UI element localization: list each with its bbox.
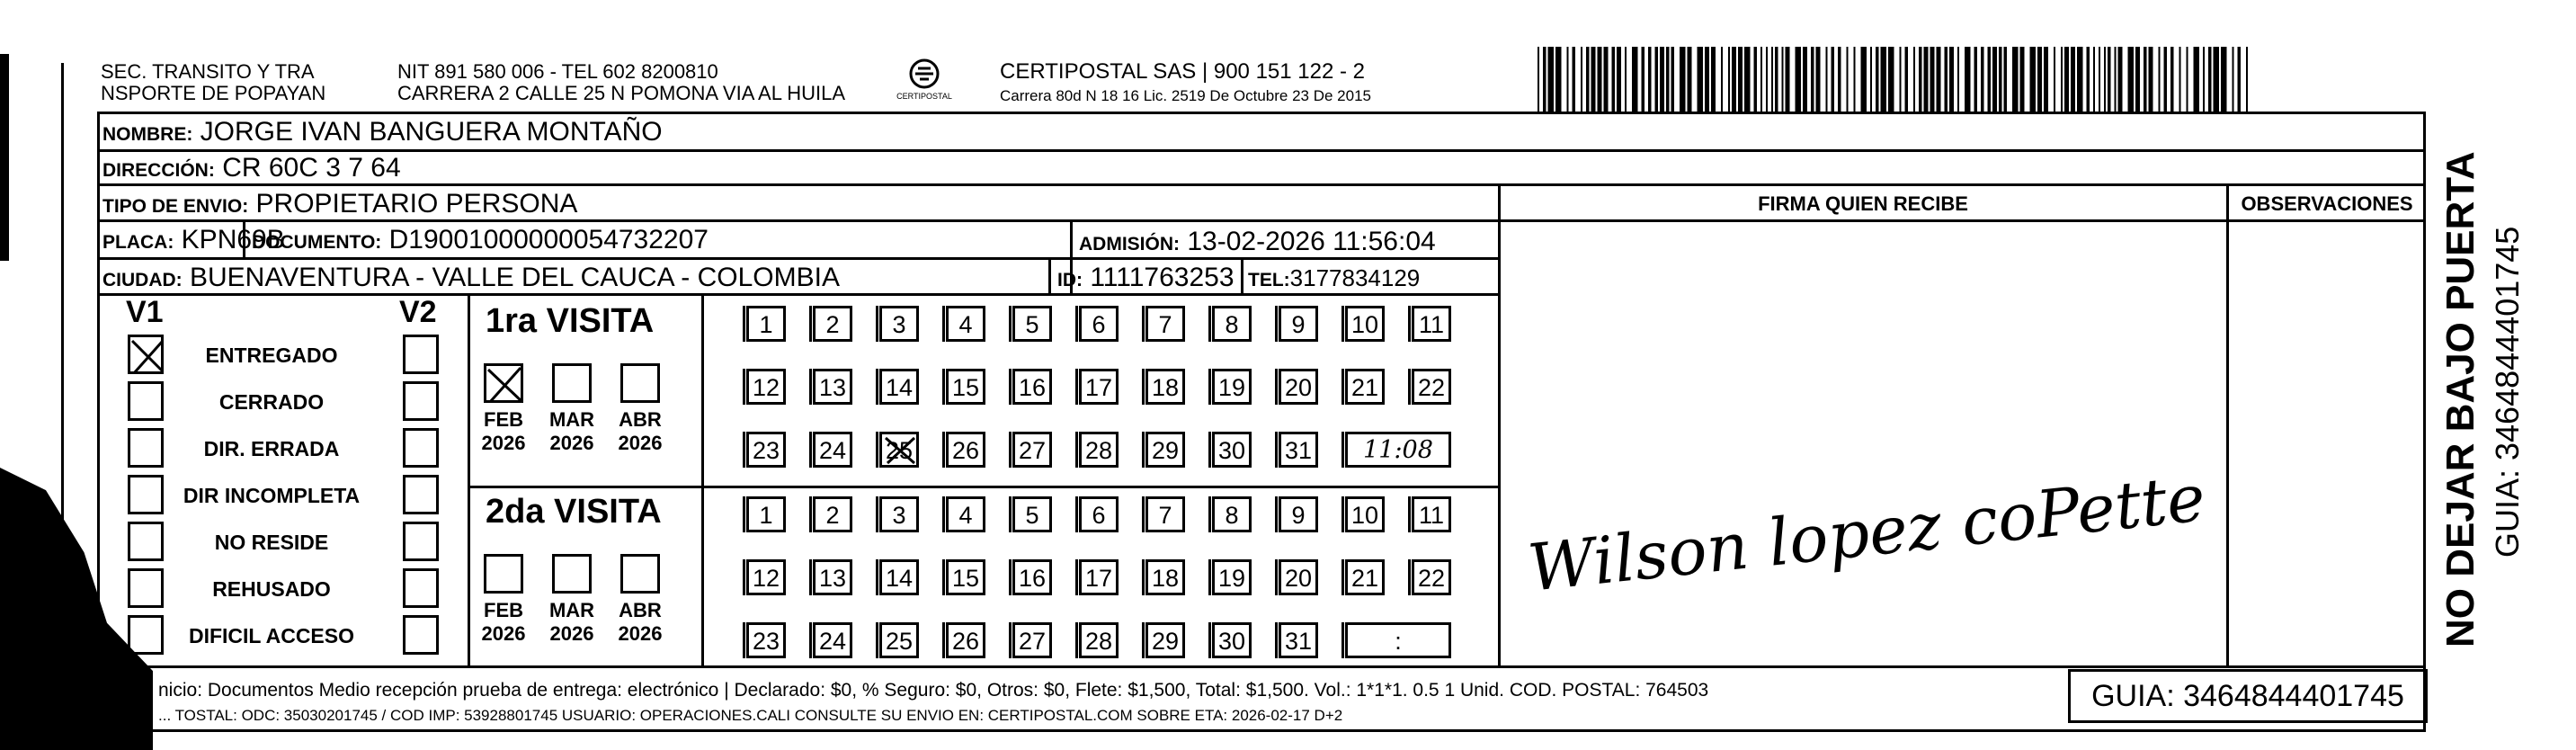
rule [1048, 257, 1051, 293]
status-option: DIFICIL ACCESO [188, 624, 354, 647]
visit2-day-box[interactable]: 10 [1345, 496, 1385, 532]
visit2-day-box[interactable]: 30 [1212, 622, 1252, 658]
visit1-month-year: 2026 [618, 432, 663, 454]
recipient-signature: Wilson lopez coPette [1524, 460, 2209, 606]
nombre-label: NOMBRE: [103, 124, 193, 145]
visit2-month-name: ABR [619, 599, 662, 621]
visit2-day-box[interactable]: 22 [1412, 559, 1451, 595]
visit1-day-box[interactable]: 19 [1212, 369, 1252, 405]
rule [1498, 183, 1501, 667]
visit1-day-box[interactable]: 20 [1279, 369, 1318, 405]
documento-value: D19001000000054732207 [388, 225, 709, 254]
nombre-row [103, 117, 663, 147]
visit1-day-box[interactable]: 13 [813, 369, 852, 405]
visit1-month-label [477, 408, 530, 455]
visit2-day-box[interactable]: 3 [879, 496, 919, 532]
visit2-day-box[interactable]: 7 [1145, 496, 1185, 532]
visit2-day-box[interactable]: 21 [1345, 559, 1385, 595]
visit2-day-box[interactable]: 19 [1212, 559, 1252, 595]
tipo-label: TIPO DE ENVIO: [103, 196, 249, 217]
visit2-day-box[interactable]: 29 [1145, 622, 1185, 658]
v2-checkbox[interactable] [403, 615, 439, 655]
admision-value: 13-02-2026 11:56:04 [1187, 227, 1436, 256]
status-option: ENTREGADO [205, 344, 338, 367]
direccion-label: DIRECCIÓN: [103, 160, 215, 181]
visit1-month-name: MAR [548, 408, 595, 431]
visit1-month-label [613, 408, 667, 455]
visit1-day-box[interactable]: 7 [1145, 306, 1185, 342]
direccion-value: CR 60C 3 7 64 [222, 153, 401, 183]
visit2-day-box[interactable]: 14 [879, 559, 919, 595]
visit1-day-box[interactable]: 15 [946, 369, 985, 405]
visit2-day-box[interactable]: 28 [1079, 622, 1119, 658]
v1-label: V1 [126, 295, 164, 329]
left-border-line [61, 63, 64, 710]
visit2-day-box[interactable]: 5 [1012, 496, 1052, 532]
visit2-month-name: FEB [484, 599, 523, 621]
visit1-day-box[interactable]: 24 [813, 432, 852, 468]
visit1-day-box[interactable]: 5 [1012, 306, 1052, 342]
visit1-day-box[interactable]: 8 [1212, 306, 1252, 342]
v1-checkbox[interactable] [128, 428, 164, 468]
tipo-row [103, 189, 577, 219]
v1-checkbox[interactable] [128, 335, 164, 374]
visit2-day-box[interactable]: 26 [946, 622, 985, 658]
v2-checkbox[interactable] [403, 522, 439, 561]
barcode [1538, 47, 2257, 112]
v2-checkbox[interactable] [403, 568, 439, 608]
visit2-day-box[interactable]: 4 [946, 496, 985, 532]
visit1-month-year: 2026 [549, 432, 594, 454]
carrier-name: CERTIPOSTAL SAS | 900 151 122 - 2 [1000, 59, 1365, 84]
visit1-month-checkbox[interactable] [484, 363, 523, 403]
visit2-day-box[interactable]: 25 [879, 622, 919, 658]
visit2-title: 2da VISITA [486, 493, 662, 531]
placa-label: PLACA: [103, 232, 174, 253]
visit2-month-label [613, 599, 667, 646]
nombre-value: JORGE IVAN BANGUERA MONTAÑO [200, 117, 663, 147]
observaciones-label: OBSERVACIONES [2241, 192, 2413, 215]
visit1-month-name: FEB [484, 408, 523, 431]
visit2-day-box[interactable]: 9 [1279, 496, 1318, 532]
sender-contact [397, 61, 845, 104]
visit1-day-box[interactable]: 29 [1145, 432, 1185, 468]
visit1-day-box[interactable]: 27 [1012, 432, 1052, 468]
nit-line: NIT 891 580 006 - TEL 602 8200810 [397, 60, 718, 83]
visit2-day-box[interactable]: 12 [746, 559, 786, 595]
visit1-day-box[interactable]: 12 [746, 369, 786, 405]
footer-line-2: ... TOSTAL: ODC: 35030201745 / COD IMP: 53928801745 USUARIO: OPERACIONES.CALI CONSULTE SU ENVIO EN: CERTIPOSTAL.COM SOBRE ETA: 2026-02-17 D+2 [158, 707, 1343, 724]
visit1-day-box[interactable]: 6 [1079, 306, 1119, 342]
visit1-day-box[interactable]: 3 [879, 306, 919, 342]
visit1-day-box[interactable]: 17 [1079, 369, 1119, 405]
visit2-day-box[interactable]: 8 [1212, 496, 1252, 532]
visit2-day-box[interactable]: 31 [1279, 622, 1318, 658]
visit2-day-box[interactable]: 18 [1145, 559, 1185, 595]
rule [1241, 257, 1243, 293]
torn-edge-top [0, 54, 9, 261]
address-line: CARRERA 2 CALLE 25 N POMONA VIA AL HUILA [397, 82, 846, 104]
v2-label: V2 [399, 295, 437, 329]
guia-box: GUIA: 3464844401745 [2068, 669, 2428, 723]
tel-row [1248, 264, 1420, 292]
visit1-day-box[interactable]: 16 [1012, 369, 1052, 405]
logo-text: CERTIPOSTAL [896, 92, 952, 101]
visit1-month-year: 2026 [481, 432, 526, 454]
visit2-month-checkbox[interactable] [552, 554, 592, 594]
visit2-day-box[interactable]: 11 [1412, 496, 1451, 532]
status-option: CERRADO [218, 390, 325, 414]
visit1-day-box[interactable]: 9 [1279, 306, 1318, 342]
visit1-day-box[interactable]: 21 [1345, 369, 1385, 405]
visit1-month-label [545, 408, 599, 455]
tipo-value: PROPIETARIO PERSONA [255, 189, 578, 219]
v2-checkbox[interactable] [403, 428, 439, 468]
visit2-month-year: 2026 [549, 622, 594, 645]
ciudad-row [103, 263, 840, 293]
v1-checkbox[interactable] [128, 568, 164, 608]
visit1-day-box[interactable]: 23 [746, 432, 786, 468]
v1-checkbox[interactable] [128, 381, 164, 421]
rule [97, 149, 2426, 152]
v1-checkbox[interactable] [128, 475, 164, 514]
tel-label: TEL: [1248, 270, 1290, 290]
visit1-day-box[interactable]: 4 [946, 306, 985, 342]
direccion-row [103, 153, 401, 183]
status-option: NO RESIDE [214, 531, 329, 554]
visit1-day-box[interactable]: 30 [1212, 432, 1252, 468]
id-row [1057, 263, 1235, 293]
carrier-address: Carrera 80d N 18 16 Lic. 2519 De Octubre 23 De 2015 [1000, 87, 1371, 104]
carrier-logo-icon [890, 56, 958, 110]
documento-row [252, 225, 709, 255]
visit2-day-box[interactable]: 6 [1079, 496, 1119, 532]
visit2-day-box[interactable]: 15 [946, 559, 985, 595]
id-value: 1111763253 [1090, 263, 1235, 292]
admision-row [1079, 227, 1436, 257]
visit1-day-box[interactable]: 18 [1145, 369, 1185, 405]
rule [97, 665, 2426, 668]
status-option: DIR. ERRADA [203, 437, 340, 460]
sender-block [101, 61, 325, 104]
v2-checkbox[interactable] [403, 475, 439, 514]
v2-checkbox[interactable] [403, 381, 439, 421]
visit1-day-box[interactable]: 22 [1412, 369, 1451, 405]
side-guia: GUIA: 3464844401745 [2489, 226, 2526, 558]
footer-line-1: nicio: Documentos Medio recepción prueba de entrega: electrónico | Declarado: $0, % Seguro: $0, Otros: $0, Flete: $1,500, Total: $1,500. Vol.: 1*1*1. 0.5 1 Unid. COD. POSTAL: 764503 [158, 680, 1709, 701]
visit1-day-box[interactable]: 28 [1079, 432, 1119, 468]
sender-line-2: NSPORTE DE POPAYAN [101, 82, 326, 104]
rule [701, 295, 704, 667]
visit2-day-box[interactable]: 2 [813, 496, 852, 532]
rule [468, 295, 470, 667]
firma-label: FIRMA QUIEN RECIBE [1758, 192, 1968, 215]
visit1-day-box[interactable]: 26 [946, 432, 985, 468]
status-option: DIR INCOMPLETA [183, 484, 361, 507]
visit2-day-box[interactable]: 27 [1012, 622, 1052, 658]
visit2-month-checkbox[interactable] [620, 554, 660, 594]
ciudad-value: BUENAVENTURA - VALLE DEL CAUCA - COLOMBIA [190, 263, 840, 292]
visit2-month-year: 2026 [481, 622, 526, 645]
status-option: REHUSADO [212, 577, 331, 601]
sender-line-1: SEC. TRANSITO Y TRA [101, 60, 315, 83]
visit1-day-checked: 25 [885, 437, 914, 464]
visit2-day-box[interactable]: 23 [746, 622, 786, 658]
visit2-month-year: 2026 [618, 622, 663, 645]
visit1-time-box[interactable]: 11:08 [1345, 432, 1451, 468]
visit1-month-checkbox[interactable] [552, 363, 592, 403]
id-label: ID: [1057, 270, 1083, 290]
v1-checkbox[interactable] [128, 522, 164, 561]
tel-value: 3177834129 [1289, 264, 1421, 291]
visit2-time-box[interactable]: : [1345, 622, 1451, 658]
rule [468, 486, 1500, 488]
ciudad-label: CIUDAD: [103, 270, 183, 290]
rule [97, 219, 2426, 222]
visit2-month-label [545, 599, 599, 646]
visit2-day-box[interactable]: 17 [1079, 559, 1119, 595]
rule [97, 183, 2426, 186]
rule [2226, 183, 2229, 667]
visit1-title: 1ra VISITA [486, 302, 655, 340]
visit1-day-box[interactable]: 11 [1412, 306, 1451, 342]
admision-label: ADMISIÓN: [1079, 234, 1180, 254]
side-no-dejar: NO DEJAR BAJO PUERTA [2438, 151, 2482, 647]
visit2-day-box[interactable]: 24 [813, 622, 852, 658]
v1-checkbox[interactable] [128, 615, 164, 655]
visit2-day-box[interactable]: 1 [746, 496, 786, 532]
rule [97, 293, 1500, 296]
visit1-day-box[interactable]: 31 [1279, 432, 1318, 468]
visit1-day-box[interactable]: 1 [746, 306, 786, 342]
placa-value: KPN69B [181, 225, 285, 254]
visit1-day-box[interactable]: 14 [879, 369, 919, 405]
visit2-month-label [477, 599, 530, 646]
visit1-day-box[interactable]: 2 [813, 306, 852, 342]
visit1-month-name: ABR [619, 408, 662, 431]
visit2-month-name: MAR [548, 599, 595, 621]
visit2-day-box[interactable]: 16 [1012, 559, 1052, 595]
visit1-day-box[interactable] [879, 432, 919, 468]
visit2-day-box[interactable]: 20 [1279, 559, 1318, 595]
visit2-day-box[interactable]: 13 [813, 559, 852, 595]
documento-label: DOCUMENTO: [252, 232, 382, 253]
visit2-month-checkbox[interactable] [484, 554, 523, 594]
carrier-logo [890, 56, 958, 110]
visit1-day-box[interactable]: 10 [1345, 306, 1385, 342]
v2-checkbox[interactable] [403, 335, 439, 374]
visit1-month-checkbox[interactable] [620, 363, 660, 403]
rule [97, 257, 1500, 260]
